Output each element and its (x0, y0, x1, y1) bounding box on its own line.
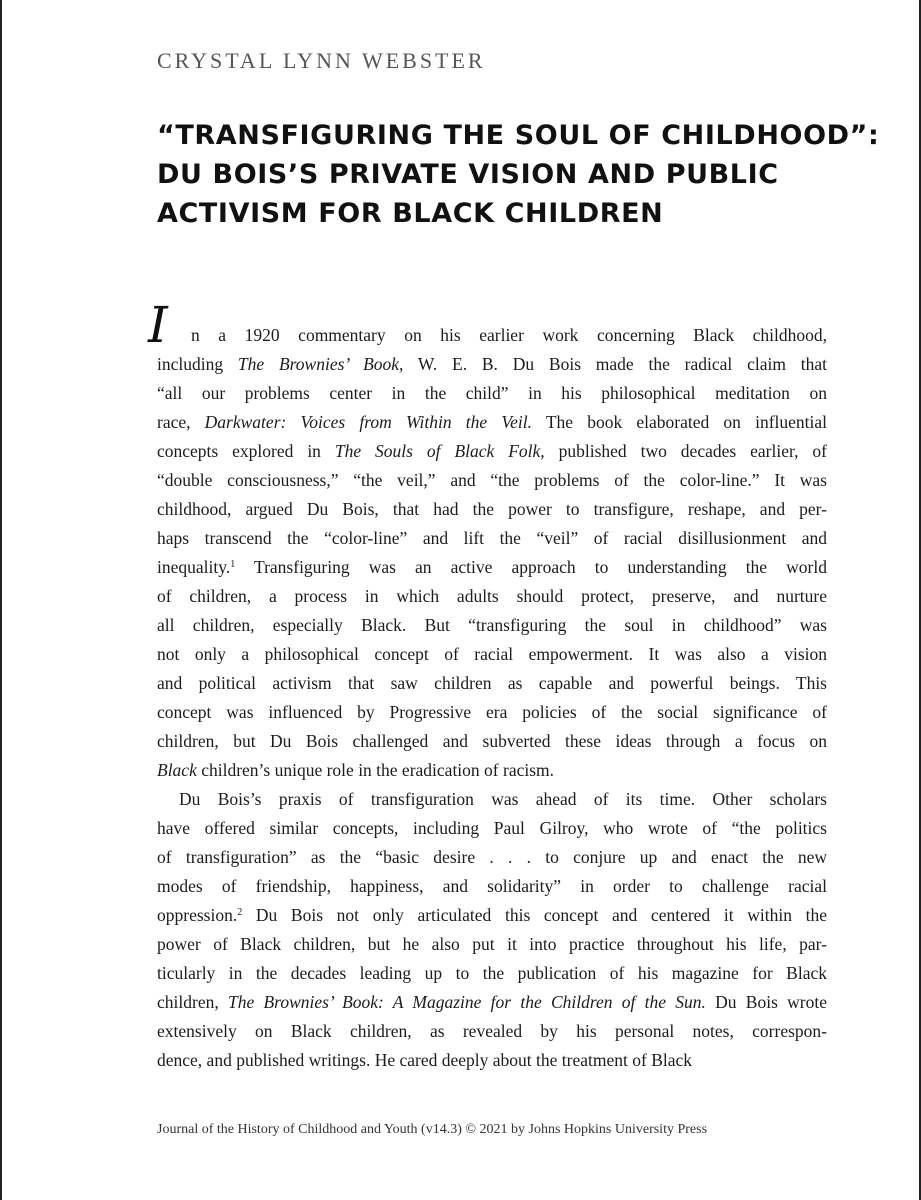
text-segment: of transfiguration” as the “basic desire . . . to conjure up and enact the new (157, 847, 827, 867)
text-segment: concepts explored in (157, 441, 335, 461)
text-segment: Du Bois’s praxis of transfiguration was ahead of its time. Other scholars (179, 789, 827, 809)
text-segment: Du Bois wrote (705, 992, 827, 1012)
article-title (157, 116, 880, 233)
text-segment: dence, and published writings. He cared deeply about the treatment of Black (157, 1050, 693, 1070)
footnote-marker: 2 (237, 907, 243, 918)
text-line (157, 669, 827, 698)
text-segment: ticularly in the decades leading up to the publication of his magazine for Black (157, 963, 827, 983)
italic-title: The Souls of Black Folk, (334, 441, 545, 461)
text-line (157, 843, 827, 872)
text-segment: including (157, 354, 238, 374)
text-segment: Transfiguring was an active approach to understanding the world (235, 557, 827, 577)
text-line (157, 553, 827, 582)
text-line (157, 408, 827, 437)
text-line (157, 611, 827, 640)
text-line (157, 582, 827, 611)
text-segment: “double consciousness,” “the veil,” and “the problems of the color-line.” It was (157, 470, 827, 490)
text-segment: oppression. (157, 905, 238, 925)
author-name: CRYSTAL LYNN WEBSTER (157, 48, 486, 73)
text-line (157, 698, 827, 727)
text-line (157, 350, 827, 379)
text-line (157, 1046, 827, 1075)
text-line (157, 814, 827, 843)
text-segment: “all our problems center in the child” in his philosophical meditation on (157, 383, 827, 403)
text-segment: The book elaborated on influential (531, 412, 827, 432)
text-segment: have offered similar concepts, including Paul Gilroy, who wrote of “the politics (157, 818, 827, 838)
text-line (157, 495, 827, 524)
drop-cap: I (148, 296, 168, 354)
text-segment: children’s unique role in the eradication of racism. (196, 760, 555, 780)
text-segment: children, (157, 992, 228, 1012)
text-line (157, 466, 827, 495)
journal-citation: Journal of the History of Childhood and Youth (v14.3) © 2021 by Johns Hopkins University Press (157, 1122, 708, 1137)
text-line (157, 640, 827, 669)
text-segment: W. E. B. Du Bois made the radical claim that (403, 354, 827, 374)
text-line (157, 1017, 827, 1046)
text-line (157, 785, 827, 814)
text-line (157, 321, 827, 350)
footnote-marker: 1 (230, 559, 236, 570)
title-line: “TRANSFIGURING THE SOUL OF CHILDHOOD”: (157, 120, 880, 151)
text-segment: extensively on Black children, as revealed by his personal notes, correspon- (157, 1021, 827, 1041)
title-line: DU BOIS’S PRIVATE VISION AND PUBLIC (157, 159, 779, 190)
text-line (157, 901, 827, 930)
text-segment: children, but Du Bois challenged and subverted these ideas through a focus on (157, 731, 827, 751)
text-line (157, 437, 827, 466)
text-segment: power of Black children, but he also put it into practice throughout his life, par- (157, 934, 827, 954)
italic-title: Black (157, 760, 197, 780)
text-line (157, 756, 827, 785)
text-segment: all children, especially Black. But “transfiguring the soul in childhood” was (157, 615, 827, 635)
text-segment: and political activism that saw children as capable and powerful beings. This (157, 673, 827, 693)
text-line (157, 930, 827, 959)
text-segment: inequality. (157, 557, 231, 577)
text-line (157, 872, 827, 901)
text-segment: haps transcend the “color-line” and lift the “veil” of racial disillusionment and (157, 528, 827, 548)
italic-title: The Brownies’ Book, (237, 354, 404, 374)
text-segment: modes of friendship, happiness, and solidarity” in order to challenge racial (157, 876, 827, 896)
text-segment: race, (157, 412, 205, 432)
text-segment: of children, a process in which adults should protect, preserve, and nurture (157, 586, 827, 606)
text-segment: not only a philosophical concept of racial empowerment. It was also a vision (157, 644, 827, 664)
text-segment: concept was influenced by Progressive era policies of the social significance of (157, 702, 827, 722)
article-body (157, 321, 827, 1075)
text-segment: n a 1920 commentary on his earlier work concerning Black childhood, (191, 325, 827, 345)
text-segment: childhood, argued Du Bois, that had the power to transfigure, reshape, and per- (157, 499, 827, 519)
text-line (157, 727, 827, 756)
text-line (157, 524, 827, 553)
title-line: ACTIVISM FOR BLACK CHILDREN (157, 198, 664, 229)
text-line (157, 988, 827, 1017)
text-line (157, 379, 827, 408)
text-segment: published two decades earlier, of (544, 441, 827, 461)
text-segment: Du Bois not only articulated this concept and centered it within the (242, 905, 827, 925)
text-line (157, 959, 827, 988)
italic-title: The Brownies’ Book: A Magazine for the Children of the Sun. (227, 992, 706, 1012)
italic-title: Darkwater: Voices from Within the Veil. (204, 412, 532, 432)
